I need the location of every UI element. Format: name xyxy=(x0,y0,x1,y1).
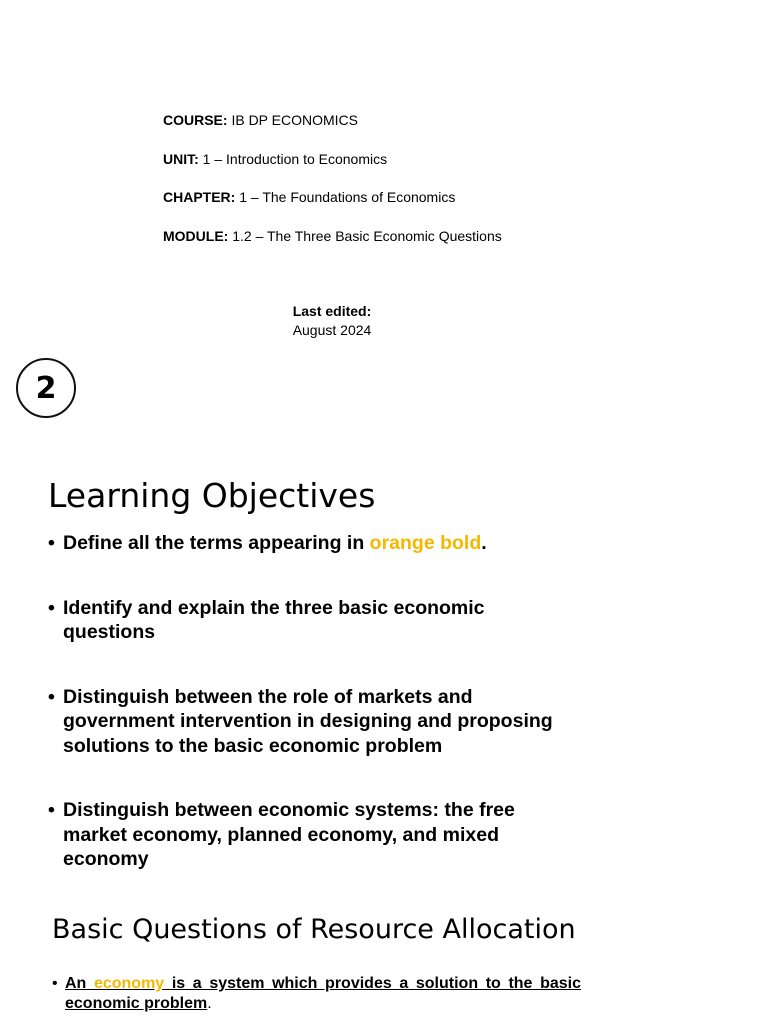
unit-line xyxy=(163,150,387,168)
last-edited-value: August 2024 xyxy=(292,322,372,338)
chapter-line xyxy=(163,188,455,206)
slide-number-badge: 2 xyxy=(16,358,76,418)
economy-definition xyxy=(52,974,581,1014)
objective-item: • Distinguish between the role of markets and government intervention in designing and proposing solutions to the basic economic problem xyxy=(48,685,568,759)
learning-objectives-list xyxy=(48,531,568,870)
basic-questions-heading: Basic Questions of Resource Allocation xyxy=(52,914,576,945)
definition-pre: An xyxy=(65,975,94,992)
course-value: IB DP ECONOMICS xyxy=(231,112,358,128)
module-line xyxy=(163,227,502,245)
objective-item: • Identify and explain the three basic economic questions xyxy=(48,596,568,645)
module-value: 1.2 – The Three Basic Economic Questions xyxy=(232,228,502,244)
module-label: MODULE: xyxy=(163,228,229,244)
last-edited-label: Last edited: xyxy=(292,303,372,319)
course-line xyxy=(163,111,358,129)
chapter-value: 1 – The Foundations of Economics xyxy=(239,189,456,205)
orange-bold-highlight: orange bold xyxy=(369,532,482,554)
learning-objectives-heading: Learning Objectives xyxy=(48,476,376,515)
definition-term: economy xyxy=(93,975,165,992)
unit-value: 1 – Introduction to Economics xyxy=(202,151,388,167)
objective-text: Define all the terms appearing in xyxy=(63,532,370,554)
definition-end: . xyxy=(207,995,212,1012)
definition-text: is a system which provides a solution to the basic economic problem xyxy=(65,975,581,1012)
course-label: COURSE: xyxy=(163,112,228,128)
objective-punct: . xyxy=(481,532,487,554)
objective-item xyxy=(48,531,568,556)
chapter-label: CHAPTER: xyxy=(163,189,236,205)
objective-item: • Distinguish between economic systems: the free market economy, planned economy, and mixed economy xyxy=(48,798,568,852)
unit-label: UNIT: xyxy=(163,151,199,167)
